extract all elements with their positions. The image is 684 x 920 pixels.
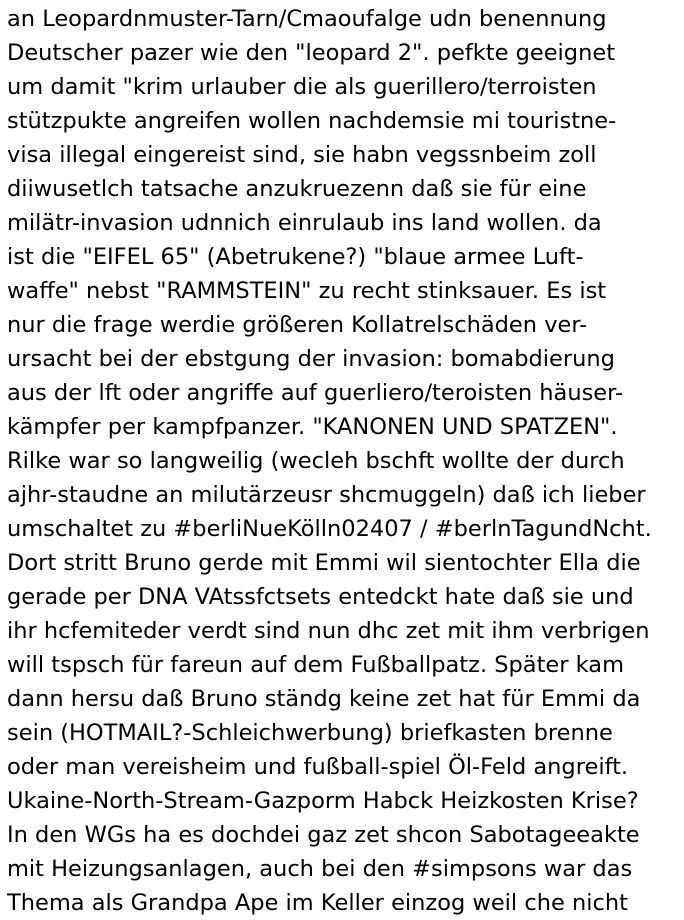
text-line: um damit "krim urlauber die als guerillero/terroisten — [7, 74, 597, 100]
text-line: ursacht bei der ebstgung der invasion: bomabdierung — [7, 346, 615, 372]
text-line: mit Heizungsanlagen, auch bei den #simpsons war das — [7, 856, 633, 882]
text-line: visa illegal eingereist sind, sie habn vegssnbeim zoll — [7, 142, 597, 168]
text-line: an Leopardnmuster-Tarn/Cmaoufalge udn benennung — [7, 6, 607, 32]
text-line: Rilke war so langweilig (wecleh bschft wollte der durch — [7, 448, 625, 474]
document-page — [7, 2, 684, 920]
text-line: nur die frage werdie größeren Kollatrelschäden ver- — [7, 312, 588, 338]
text-line: waffe" nebst "RAMMSTEIN" zu recht stinksauer. Es ist — [7, 278, 607, 304]
text-line: dann hersu daß Bruno ständg keine zet hat für Emmi da — [7, 686, 641, 712]
text-line: Deutscher pazer wie den "leopard 2". pefkte geeignet — [7, 40, 616, 66]
text-line: ajhr-staudne an milutärzeusr shcmuggeln) daß ich lieber — [7, 482, 646, 508]
text-line: Ukaine-North-Stream-Gazporm Habck Heizkosten Krise? — [7, 788, 639, 814]
text-line: umschaltet zu #berliNueKölln02407 / #berlnTagundNcht. — [7, 516, 652, 542]
text-line: kämpfer per kampfpanzer. "KANONEN UND SPATZEN". — [7, 414, 618, 440]
text-line: milätr-invasion udnnich einrulaub ins land wollen. da — [7, 210, 602, 236]
text-line: Thema als Grandpa Ape im Keller einzog weil che nicht — [7, 890, 628, 916]
text-line: oder man vereisheim und fußball-spiel Öl-Feld angreift. — [7, 754, 629, 780]
text-line: Dort stritt Bruno gerde mit Emmi wil sientochter Ella die — [7, 550, 641, 576]
text-line: gerade per DNA VAtssfctsets entedckt hate daß sie und — [7, 584, 634, 610]
text-line: In den WGs ha es dochdei gaz zet shcon Sabotageeakte — [7, 822, 640, 848]
text-line: diiwusetlch tatsache anzukruezenn daß sie für eine — [7, 176, 587, 202]
text-line: ihr hcfemiteder verdt sind nun dhc zet mit ihm verbrigen — [7, 618, 650, 644]
text-line: ist die "EIFEL 65" (Abetrukene?) "blaue armee Luft- — [7, 244, 584, 270]
text-line: will tspsch für fareun auf dem Fußballpatz. Später kam — [7, 652, 625, 678]
text-line: sein (HOTMAIL?-Schleichwerbung) briefkasten brenne — [7, 720, 613, 746]
text-line: stützpukte angreifen wollen nachdemsie mi touristne- — [7, 108, 617, 134]
text-line: aus der lft oder angriffe auf guerliero/teroisten häuser- — [7, 380, 624, 406]
